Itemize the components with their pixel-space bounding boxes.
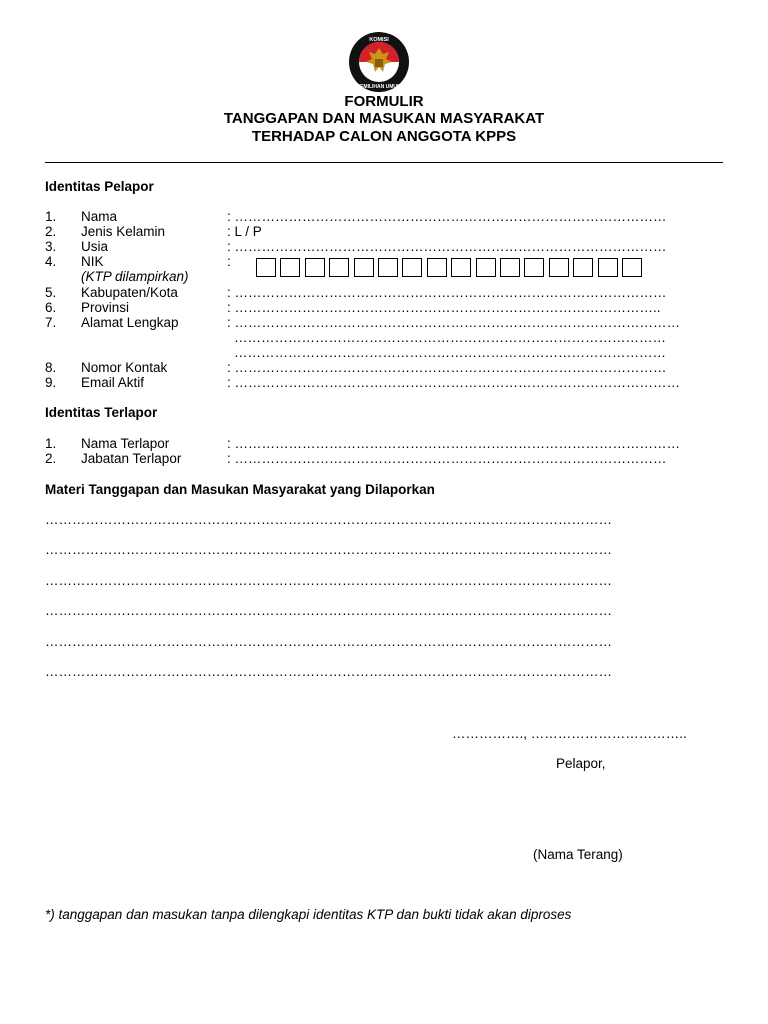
field-value-alamat-line3[interactable]: …………………………………………………………………………………… [234,345,666,360]
row-number: 7. [45,315,57,330]
nik-digit-box[interactable] [427,258,447,277]
field-label-jenis-kelamin: Jenis Kelamin [81,224,166,239]
nik-digit-box[interactable] [378,258,398,277]
row-number: 2. [45,451,57,466]
form-subtitle-1: TANGGAPAN DAN MASUKAN MASYARAKAT [223,110,545,127]
field-value-nama-terlapor[interactable]: : ……………………………………………………………………………………… [227,436,681,451]
nik-digit-box[interactable] [476,258,496,277]
kpu-logo [348,31,410,93]
row-number: 6. [45,300,57,315]
field-label-nik-note: (KTP dilampirkan) [81,269,189,284]
field-value-alamat-line2[interactable]: …………………………………………………………………………………… [234,330,666,345]
row-number: 8. [45,360,57,375]
field-label-provinsi: Provinsi [81,300,130,315]
field-value-usia[interactable]: : …………………………………………………………………………………… [227,239,667,254]
signature-place-date[interactable]: ……………., …………………………….. [452,726,687,741]
nik-digit-box[interactable] [354,258,374,277]
nik-digit-box[interactable] [598,258,618,277]
field-label-alamat: Alamat Lengkap [81,315,179,330]
field-value-email[interactable]: : ……………………………………………………………………………………… [227,375,681,390]
nik-digit-box[interactable] [256,258,276,277]
field-label-jabatan-terlapor: Jabatan Terlapor [81,451,182,466]
field-value-kontak[interactable]: : …………………………………………………………………………………… [227,360,667,375]
signature-name-hint: (Nama Terang) [533,847,623,862]
nik-digit-box[interactable] [500,258,520,277]
materi-line-1[interactable]: ……………………………………………………………………………………………………………… [45,512,612,527]
row-number: 3. [45,239,57,254]
field-label-nik: NIK [81,254,104,269]
field-colon-nik: : [227,254,231,269]
signature-role: Pelapor, [556,756,606,771]
materi-line-6[interactable]: ……………………………………………………………………………………………………………… [45,664,612,679]
materi-line-4[interactable]: ……………………………………………………………………………………………………………… [45,603,612,618]
field-label-nama: Nama [81,209,118,224]
nik-digit-box[interactable] [329,258,349,277]
logo-text-top: KOMISI [369,37,389,43]
nik-digit-box[interactable] [451,258,471,277]
form-title: FORMULIR [344,93,424,110]
nik-digit-box[interactable] [549,258,569,277]
row-number: 9. [45,375,57,390]
field-value-jabatan-terlapor[interactable]: : …………………………………………………………………………………… [227,451,667,466]
nik-digit-box[interactable] [573,258,593,277]
field-value-provinsi[interactable]: : ………………………………………………………………………………….. [227,300,661,315]
field-label-usia: Usia [81,239,109,254]
field-value-nama[interactable]: : …………………………………………………………………………………… [227,209,667,224]
nik-digit-box[interactable] [622,258,642,277]
footnote: *) tanggapan dan masukan tanpa dilengkapi identitas KTP dan bukti tidak akan diproses [45,907,572,922]
nik-digit-box[interactable] [305,258,325,277]
nik-digit-box[interactable] [524,258,544,277]
materi-line-5[interactable]: ……………………………………………………………………………………………………………… [45,634,612,649]
form-subtitle-2: TERHADAP CALON ANGGOTA KPPS [251,128,517,145]
field-label-kontak: Nomor Kontak [81,360,168,375]
row-number: 1. [45,209,57,224]
field-label-kabupaten: Kabupaten/Kota [81,285,178,300]
section-title-materi: Materi Tanggapan dan Masukan Masyarakat yang Dilaporkan [45,482,435,497]
field-value-alamat[interactable]: : ……………………………………………………………………………………… [227,315,681,330]
field-value-jenis-kelamin[interactable]: : L / P [227,224,262,239]
logo-text-bottom: PEMILIHAN UMUM [356,84,402,90]
section-title-pelapor: Identitas Pelapor [45,179,154,194]
field-label-nama-terlapor: Nama Terlapor [81,436,170,451]
materi-line-2[interactable]: ……………………………………………………………………………………………………………… [45,542,612,557]
row-number: 5. [45,285,57,300]
nik-digit-box[interactable] [280,258,300,277]
nik-digit-box[interactable] [402,258,422,277]
section-title-terlapor: Identitas Terlapor [45,405,158,420]
header-divider [45,162,723,163]
row-number: 1. [45,436,57,451]
field-value-kabupaten[interactable]: : …………………………………………………………………………………… [227,285,667,300]
materi-line-3[interactable]: ……………………………………………………………………………………………………………… [45,573,612,588]
row-number: 4. [45,254,57,269]
field-label-email: Email Aktif [81,375,145,390]
row-number: 2. [45,224,57,239]
